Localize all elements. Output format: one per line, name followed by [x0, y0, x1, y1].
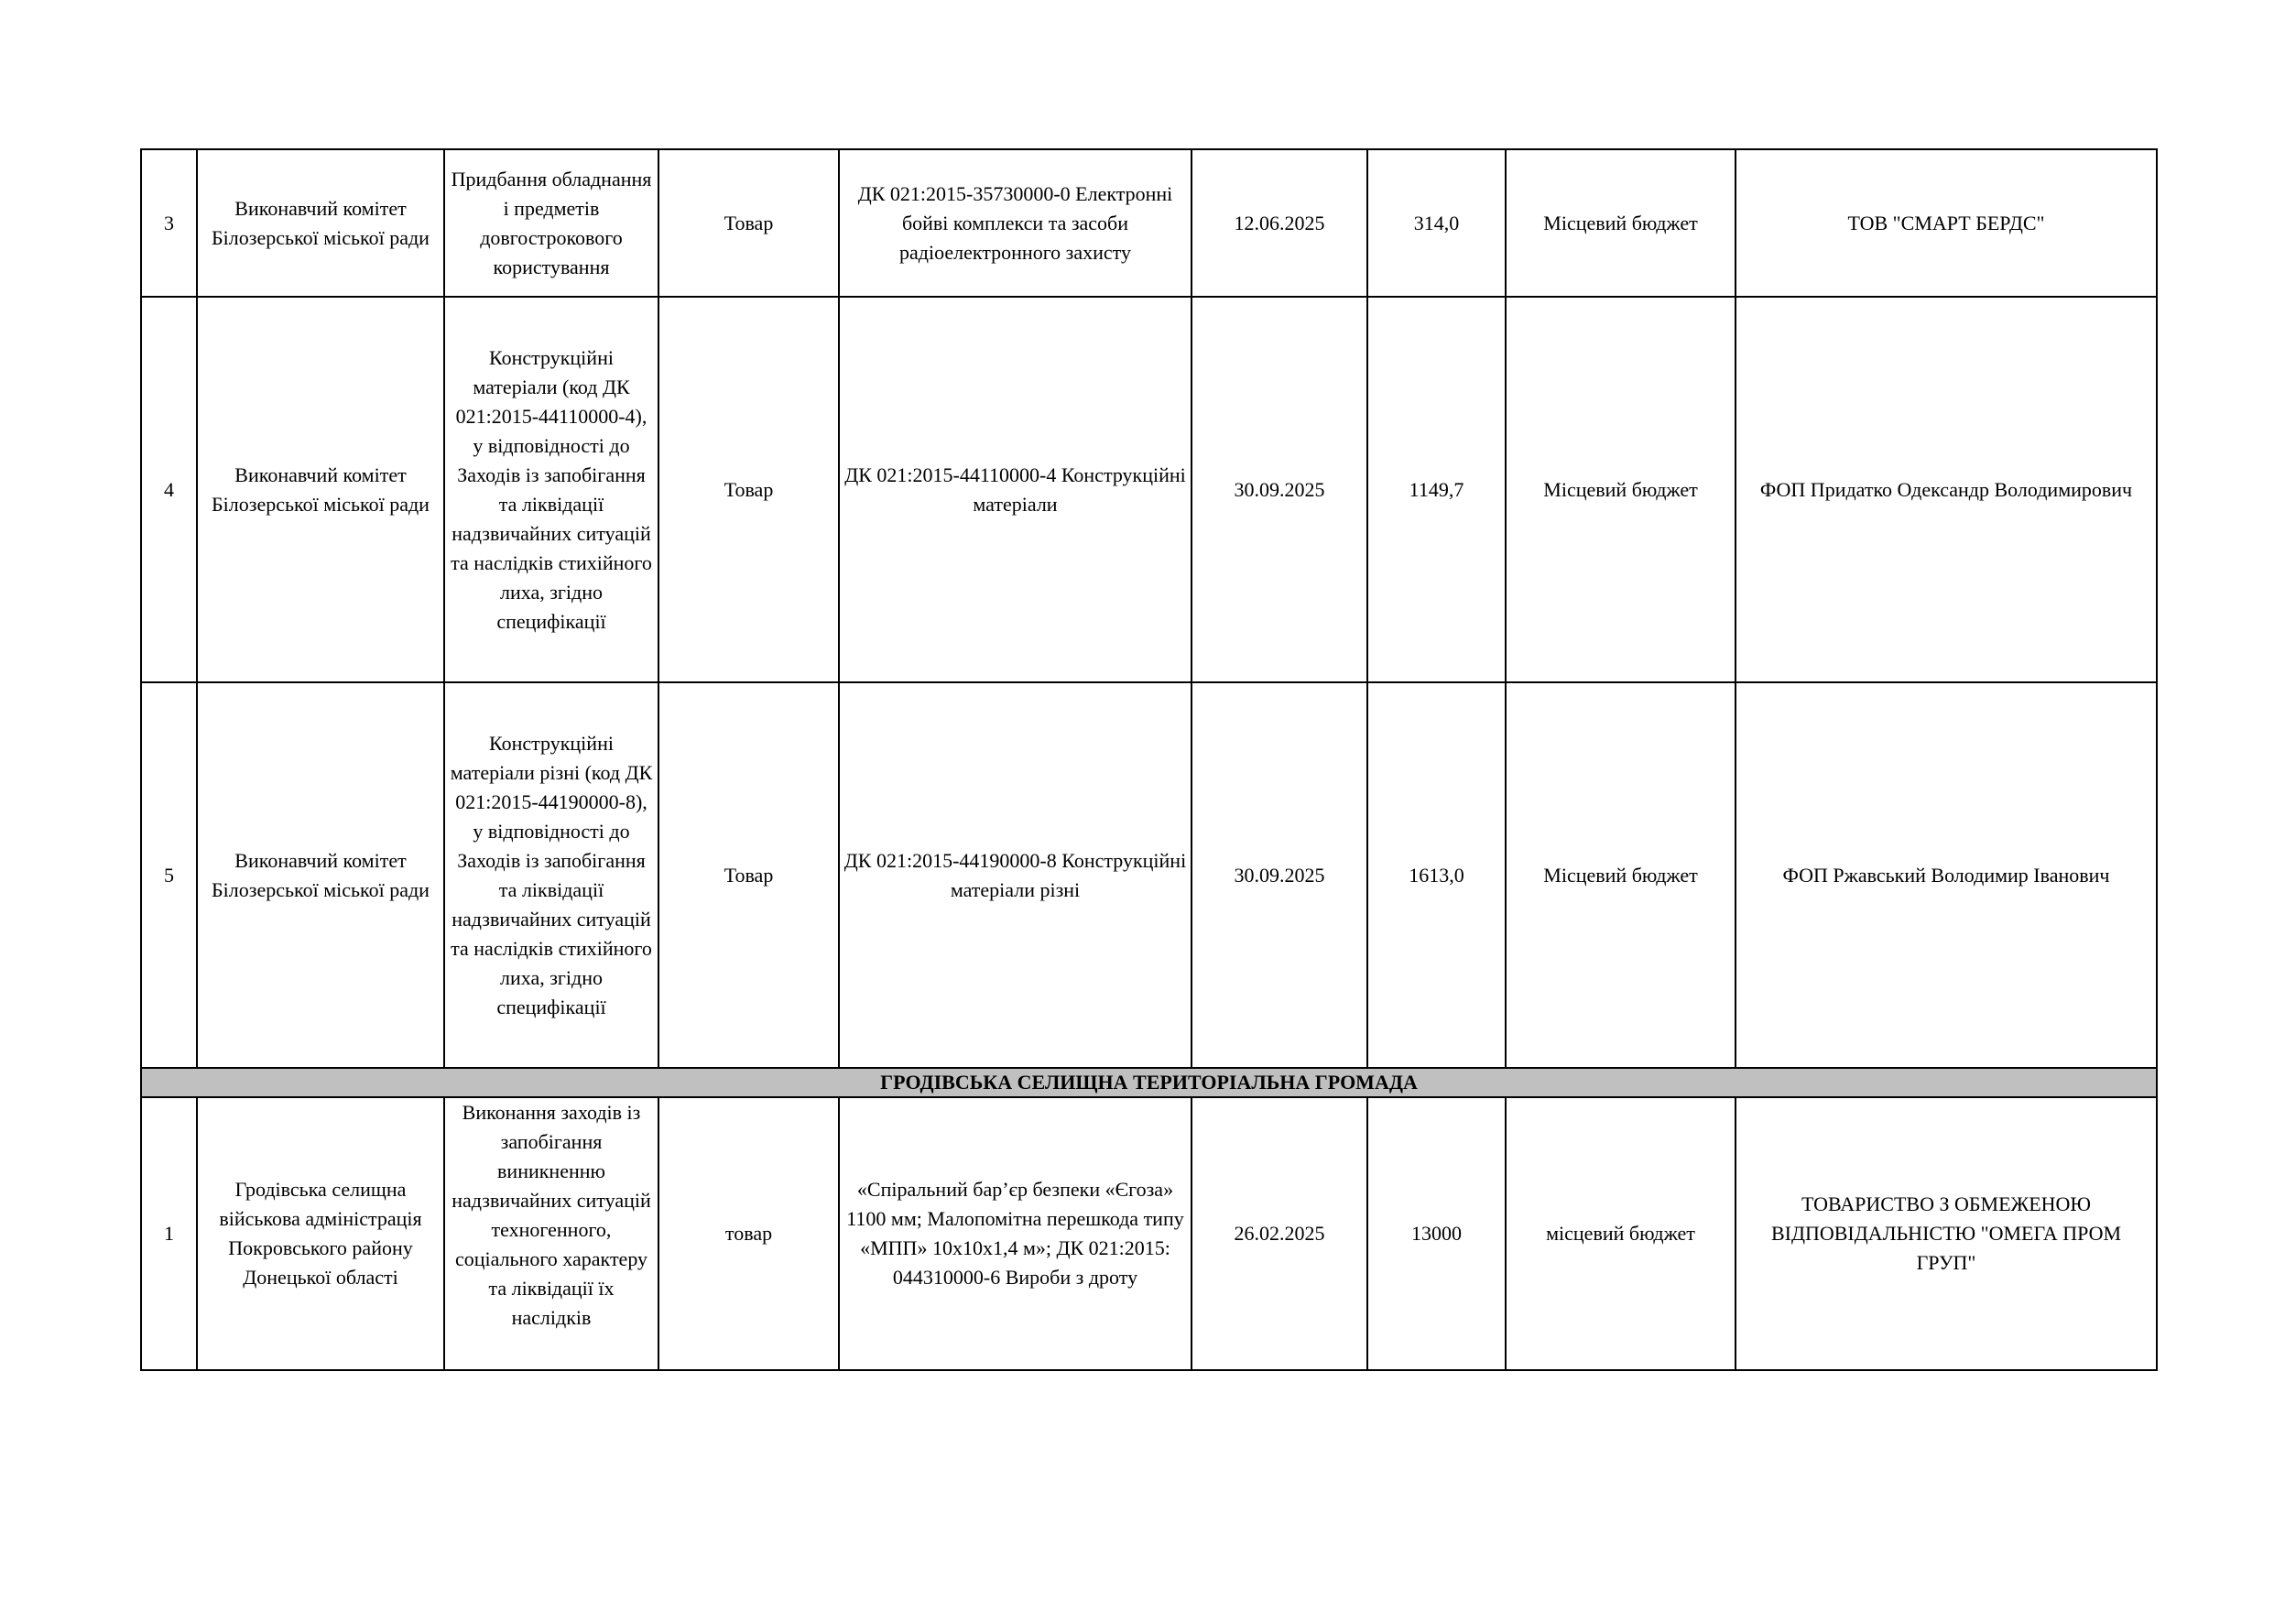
source-cell: Місцевий бюджет [1506, 682, 1736, 1068]
supplier-cell: ТОВ "СМАРТ БЕРДС" [1736, 149, 2157, 297]
date-cell: 30.09.2025 [1192, 682, 1367, 1068]
date-cell: 26.02.2025 [1192, 1097, 1367, 1370]
type-cell: Товар [658, 297, 839, 682]
customer-cell: Виконавчий комітет Білозерської міської ради [197, 682, 444, 1068]
table-row [141, 682, 2157, 1068]
supplier-cell: ТОВАРИСТВО З ОБМЕЖЕНОЮ ВІДПОВІДАЛЬНІСТЮ "ОМЕГА ПРОМ ГРУП" [1736, 1097, 2157, 1370]
purpose-cell: Придбання обладнання і предметів довгострокового користування [444, 149, 658, 297]
purpose-cell: Конструкційні матеріали (код ДК 021:2015-44110000-4), у відповідності до Заходів із запобігання та ліквідації надзвичайних ситуацій та наслідків стихійного лиха, згідно специфікації [444, 297, 658, 682]
source-cell: Місцевий бюджет [1506, 297, 1736, 682]
amount-cell: 13000 [1367, 1097, 1506, 1370]
customer-cell: Гродівська селищна військова адміністрація Покровського району Донецької області [197, 1097, 444, 1370]
table-row [141, 149, 2157, 297]
row-number: 1 [141, 1097, 197, 1370]
row-number: 5 [141, 682, 197, 1068]
table-row [141, 297, 2157, 682]
code-cell: ДК 021:2015-35730000-0 Електронні бойві комплекси та засоби радіоелектронного захисту [839, 149, 1192, 297]
purpose-cell: Конструкційні матеріали різні (код ДК 021:2015-44190000-8), у відповідності до Заходів із запобігання та ліквідації надзвичайних ситуацій та наслідків стихійного лиха, згідно специфікації [444, 682, 658, 1068]
customer-cell: Виконавчий комітет Білозерської міської ради [197, 149, 444, 297]
section-header-row [141, 1068, 2157, 1097]
code-cell: ДК 021:2015-44110000-4 Конструкційні матеріали [839, 297, 1192, 682]
source-cell: місцевий бюджет [1506, 1097, 1736, 1370]
type-cell: Товар [658, 149, 839, 297]
supplier-cell: ФОП Придатко Одександр Володимирович [1736, 297, 2157, 682]
supplier-cell: ФОП Ржавський Володимир Іванович [1736, 682, 2157, 1068]
row-number: 4 [141, 297, 197, 682]
procurement-table [140, 148, 2158, 1371]
amount-cell: 1149,7 [1367, 297, 1506, 682]
type-cell: товар [658, 1097, 839, 1370]
section-title: ГРОДІВСЬКА СЕЛИЩНА ТЕРИТОРІАЛЬНА ГРОМАДА [141, 1068, 2157, 1097]
amount-cell: 1613,0 [1367, 682, 1506, 1068]
table-row [141, 1097, 2157, 1370]
source-cell: Місцевий бюджет [1506, 149, 1736, 297]
type-cell: Товар [658, 682, 839, 1068]
row-number: 3 [141, 149, 197, 297]
amount-cell: 314,0 [1367, 149, 1506, 297]
purpose-cell [444, 1097, 658, 1370]
purpose-text: Виконання заходів із запобігання виникненню надзвичайних ситуацій техногенного, соціального характеру та ліквідації їх наслідків [452, 1101, 651, 1329]
code-cell: ДК 021:2015-44190000-8 Конструкційні матеріали різні [839, 682, 1192, 1068]
customer-cell: Виконавчий комітет Білозерської міської ради [197, 297, 444, 682]
date-cell: 30.09.2025 [1192, 297, 1367, 682]
code-cell: «Спіральний бар’єр безпеки «Єгоза» 1100 мм; Малопомітна перешкода типу «МПП» 10х10х1,4 м»; ДК 021:2015: 044310000-6 Вироби з дроту [839, 1097, 1192, 1370]
date-cell: 12.06.2025 [1192, 149, 1367, 297]
